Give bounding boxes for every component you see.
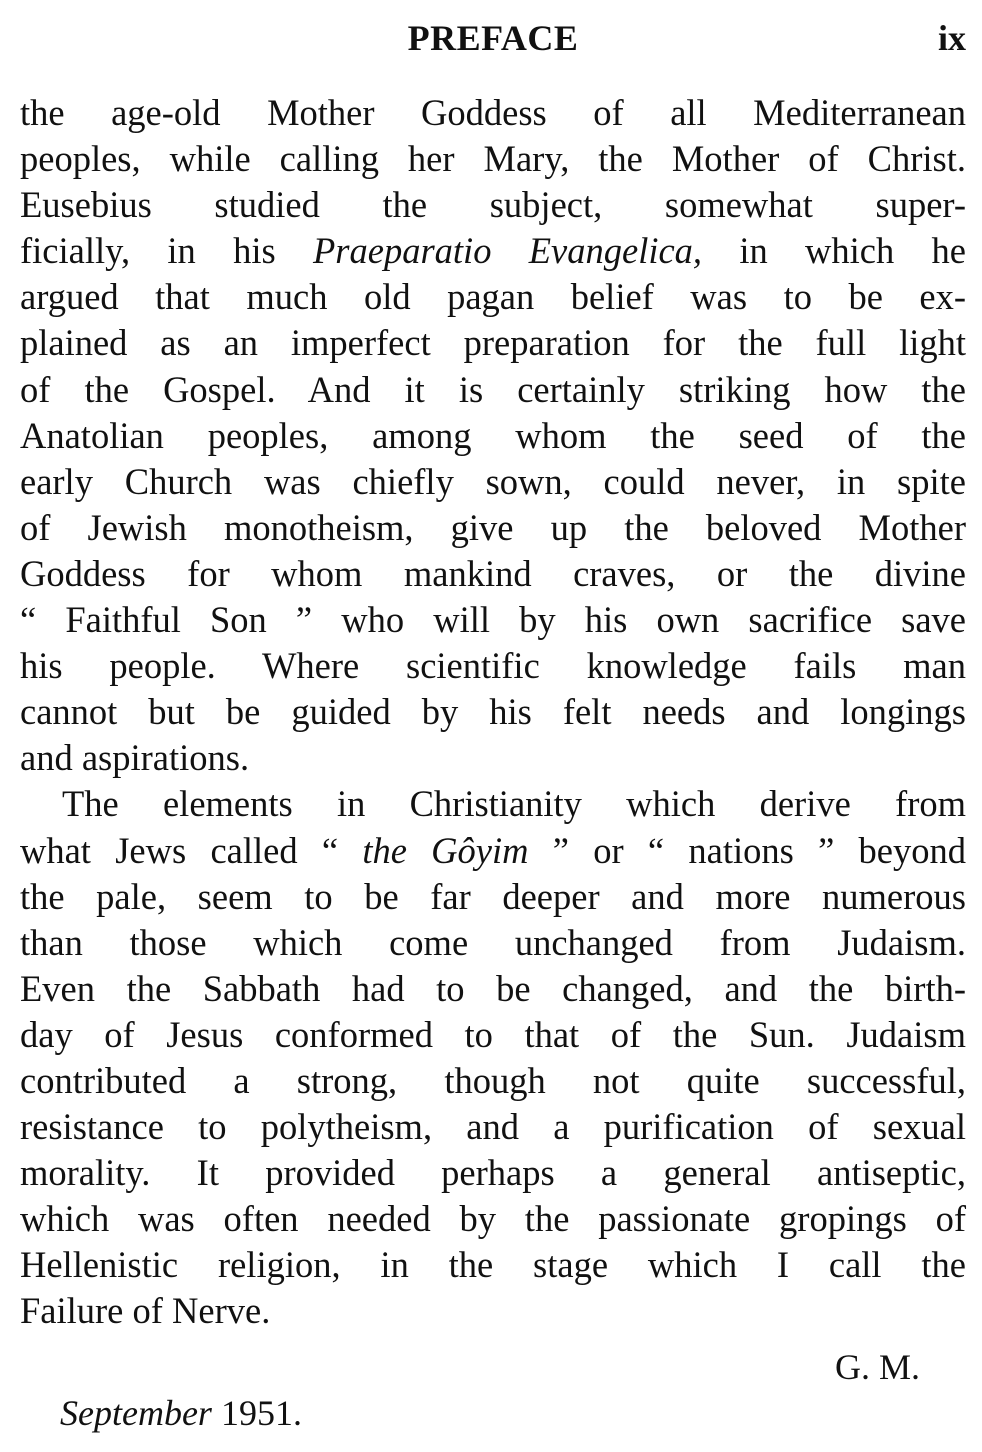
text-line: contributed a strong, though not quite successful, (20, 1059, 966, 1101)
text-run: ” or “ nations ” beyond (528, 829, 966, 871)
text-line (20, 228, 966, 274)
text-line: “ Faithful Son ” who will by his own sacrifice save (20, 599, 966, 641)
text-line: Hellenistic religion, in the stage which I call the (20, 1244, 966, 1286)
dateline (60, 1390, 302, 1436)
text-line: of the Gospel. And it is certainly striking how the (20, 368, 966, 410)
text-line: day of Jesus conformed to that of the Sun. Judaism (20, 1013, 966, 1055)
text-line: early Church was chiefly sown, could never, in spite (20, 460, 966, 502)
text-line: Goddess for whom mankind craves, or the divine (20, 552, 966, 594)
text-line: morality. It provided perhaps a general antiseptic, (20, 1152, 966, 1194)
text-line (20, 828, 966, 874)
text-line: argued that much old pagan belief was to be ex- (20, 276, 966, 318)
text-line: his people. Where scientific knowledge fails man (20, 645, 966, 687)
book-title-italic: Praeparatio Evangelica, (313, 230, 703, 272)
text-line: resistance to polytheism, and a purification of sexual (20, 1106, 966, 1148)
running-head (20, 14, 966, 62)
dateline-month: September (60, 1393, 212, 1433)
text-line: than those which come unchanged from Judaism. (20, 921, 966, 963)
text-line: Eusebius studied the subject, somewhat super- (20, 184, 966, 226)
body-text (20, 90, 966, 1335)
text-line: the age-old Mother Goddess of all Mediterranean (20, 92, 966, 133)
text-line: plained as an imperfect preparation for the full light (20, 322, 966, 364)
text-run: ficially, in his (20, 230, 314, 272)
author-signature: G. M. (834, 1347, 920, 1387)
text-line: and aspirations. (20, 737, 250, 779)
term-italic: the Gôyim (362, 829, 529, 871)
text-line: of Jewish monotheism, give up the beloved Mother (20, 506, 966, 548)
text-line: which was often needed by the passionate gropings of (20, 1198, 966, 1240)
text-run: in which he (702, 230, 966, 272)
text-line: the pale, seem to be far deeper and more numerous (20, 875, 966, 917)
running-title: PREFACE (407, 18, 579, 58)
text-line: Anatolian peoples, among whom the seed of the (20, 414, 966, 456)
dateline-year: 1951. (220, 1393, 302, 1433)
text-line: peoples, while calling her Mary, the Mother of Christ. (20, 138, 966, 180)
page-number: ix (937, 18, 966, 58)
text-run: what Jews called “ (20, 829, 363, 871)
text-line: Even the Sabbath had to be changed, and the birth- (20, 967, 966, 1009)
text-line: The elements in Christianity which derive from (62, 783, 966, 825)
text-line: cannot but be guided by his felt needs and longings (20, 691, 966, 733)
text-line: Failure of Nerve. (20, 1290, 271, 1332)
